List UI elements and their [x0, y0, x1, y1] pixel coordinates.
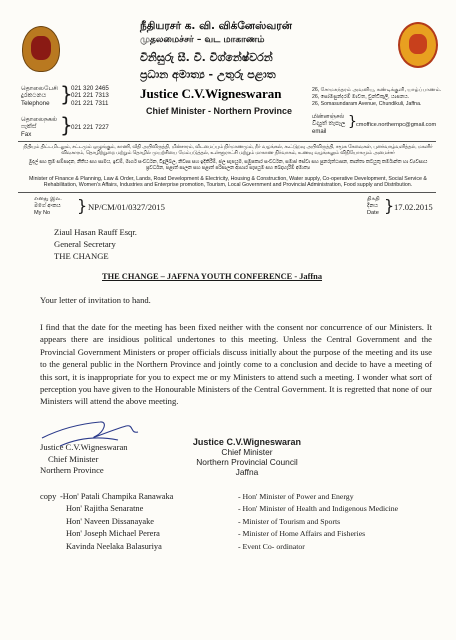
fax-number: 021 221 7227 [71, 124, 109, 131]
header-divider [18, 141, 436, 142]
subtitle-tamil: முதலமைச்சர் – வட மாகாணம் [140, 35, 265, 45]
designation: Chief Minister - Northern Province [146, 106, 293, 116]
copy-label: copy [40, 492, 57, 501]
ministry-strip-english: Minister of Finance & Planning, Law & Order, Lands, Road Development & Electricity, Housing & Construction, Water supply, Co-operative Development, Social Service & Rehabilitation, Women's Affairs, Industries and Enterprise promotion, Tourism, Local Government and Provincial Administration, Food supply and Distribution. [29, 176, 427, 189]
northern-province-logo-icon [398, 22, 438, 68]
paragraph-main: I find that the date for the meeting has been fixed neither with the consent nor concurrence of our Ministers. It appears there are insidious political undertones to this meeting. Unless the Central Government and the Provincial Government Ministers or proper officials discuss initially about the purpose of the meeting and its use to the general public in the Northern Province and jointly come to a conclusion and decide to have a meeting of this sort, it is inappropriate for you to expect me or my Ministers to attend such a meeting. I wonder what sort of perception you have given to the Honourable Ministers of the Central Government. It is regretted that none of our Ministers will attend the above meeting. [40, 322, 432, 407]
letter-page: தொலைபேசி දුරකථනය Telephone } 021 320 2465 021 221 7313 021 221 7311 தொலைநகல் ෆැක්ස් Fax } 021 221 7227 நீதியரசர் க. வி. விக்னேஸ்வரன் முதலமைச்சர் – வட மாகாணம் විනිසුරු සී. වී. විග්නේෂ්වරන් ප්‍රධාන අමාත්‍ය - උතුරු පළාත Justice C.V.Wigneswaran Chief Minister - Northern Province 26, சோமசுந்தரம் அவனியு, சுண்டிக்குளி, யாழ்ப்பாணம். 26, සෝමසුන්දරම් මාවත, චුන්ඩිකුලි, යාපනය. 26, Somasundaram Avenue, Chundikuli, Jaffna. மின்னஞ்சல் විද්‍යුත් තැපෑල email } cmoffice.northernpc@gmail.com நிதியும் திட்டமிடலும், சட்டமும் ஒழுங்கும், காணி, வீதி அபிவிருத்தி, மின்சாரம், வீடமைப்பும் நிர்மாணமும், நீர் வழங்கல், கூட்டுறவு அபிவிருத்தி, சமூக சேவைகள், புனர்வாழ்வளித்தல், மகளிர் விவகாரம், தொழிற்றுறை மற்றும் தொழில் முயற்சியை மேம்படுத்தல், உள்ளூராட்சி மற்றும் மாகாண நிர்வாகம், உணவு வழங்கலும் விநியோகமும் அமைச்சர் මුදල් සහ ක්‍රම සම්පාදන, නීතිය සහ සාමය, ඉඩම්, මාර්ග සංවර්ධන, විදුලිබල, නිවාස සහ ඉදිකිරීම්, ජල සැපයුම, සමුපකාර සංවර්ධන, සමාජ සේවා සහ පුනරුත්ථාපන, කාන්තා කටයුතු කර්මාන්ත හා ව්‍යවසාය ප්‍රවර්ධන, පළාත් පාලන සහ පළාත් පරිපාලන ආහාර සැපයුම සහ බෙදාහැරීම් අමාත්‍ය Minister of Finance & Planning, Law & Order, Lands, Road Development & Electricity, Housing & Construction, Water supply, Co-operative Development, Social Service & Rehabilitation, Women's Affairs, Industries and Enterprise promotion, Tourism, Local Government and Provincial Administration, Food supply and Distribution. எனது இல. මගේ අංකය My No } NP/CM/01/0327/2015 திகதி දිනය Date } 17.02.2015 Ziaul Hasan Rauff Esqr. General Secretary THE CHANGE THE CHANGE – JAFFNA YOUTH CONFERENCE - Jaffna Your letter of invitation to hand. I find that the date for the meeting has been fixed neither with the consent nor concurrence of our Ministers. It appears there are insidious political undertones to this meeting. Unless the Central Government and the Provincial Government Ministers or proper officials discuss initially about the purpose of the meeting and its use to the general public in the Northern Province and jointly come to a conclusion and decide to have a meeting of this sort, it is inappropriate for you to expect me or my Ministers to attend such a meeting. I wonder what sort of perception you have given to the Honourable Ministers of the Central Government. It is regretted that none of our Ministers will attend the above meeting. Justice C.V.Wigneswaran Chief Minister Northern Province Justice C.V.Wigneswaran Chief Minister Northern Provincial Council Jaffna copy -Hon' Patali Champika Ranawaka Hon' Rajitha Senaratne Hon' Naveen Dissanayake Hon' Joseph Michael Perera Kavinda Neelaka Balasuriya - Hon' Minister of Power and Energy - Hon' Minister of Health and Indigenous Medicine - Minister of Tourism and Sports - Minister of Home Affairs and Fisheries - Event Co- ordinator [0, 0, 456, 640]
phone-labels: தொலைபேசி දුරකථනය Telephone [21, 85, 58, 107]
address: 26, சோமசுந்தரம் அவனியு, சுண்டிக்குளி, யாழ்ப்பாணம். 26, සෝමසුන්දරම් මාවත, චුන්ඩිකුලි, යාපනය. 26, Somasundaram Avenue, Chundikuli, Jaffna. [312, 87, 442, 107]
strip-divider [18, 192, 436, 193]
ministry-strip-tamil: நிதியும் திட்டமிடலும், சட்டமும் ஒழுங்கும், காணி, வீதி அபிவிருத்தி, மின்சாரம், வீடமைப்பும் நிர்மாணமும், நீர் வழங்கல், கூட்டுறவு அபிவிருத்தி, சமூக சேவைகள், புனர்வாழ்வளித்தல், மகளிர் விவகாரம், தொழிற்றுறை மற்றும் தொழில் முயற்சியை மேம்படுத்தல், உள்ளூராட்சி மற்றும் மாகாண நிர்வாகம், உணவு வழங்கலும் விநியோகமும் அமைச்சர் [23, 145, 433, 156]
reference-label: எனது இல. මගේ අංකය My No [34, 196, 62, 216]
subject-line: THE CHANGE – JAFFNA YOUTH CONFERENCE - Jaffna [102, 272, 323, 281]
subtitle-sinhala: ප්‍රධාන අමාත්‍ය - උතුරු පළාත [140, 68, 276, 81]
national-emblem-icon [22, 26, 60, 72]
official-stamp: Justice C.V.Wigneswaran Chief Minister Northern Provincial Council Jaffna [192, 437, 302, 477]
date-label: திகதி දිනය Date [367, 196, 380, 216]
page-title: Justice C.V.Wigneswaran [140, 86, 282, 101]
email-address: cmoffice.northernpc@gmail.com [356, 122, 437, 128]
fax-labels: தொலைநகல் ෆැක්ස් Fax [21, 116, 58, 138]
letter-date: 17.02.2015 [394, 202, 433, 212]
copy-roles: - Hon' Minister of Power and Energy - Hon' Minister of Health and Indigenous Medicine - Minister of Tourism and Sports - Minister of Home Affairs and Fisheries - Event Co- ordinator [238, 492, 399, 551]
recipient-address: Ziaul Hasan Rauff Esqr. General Secretary THE CHANGE [54, 227, 137, 261]
paragraph-intro: Your letter of invitation to hand. [40, 295, 151, 305]
ministry-strip-sinhala: මුදල් සහ ක්‍රම සම්පාදන, නීතිය සහ සාමය, ඉඩම්, මාර්ග සංවර්ධන, විදුලිබල, නිවාස සහ ඉදිකිරීම්, ජල සැපයුම, සමුපකාර සංවර්ධන, සමාජ සේවා සහ පුනරුත්ථාපන, කාන්තා කටයුතු කර්මාන්ත හා ව්‍යවසාය ප්‍රවර්ධන, පළාත් පාලන සහ පළාත් පරිපාලන ආහාර සැපයුම සහ බෙදාහැරීම් අමාත්‍ය [28, 160, 428, 171]
copy-names: -Hon' Patali Champika Ranawaka Hon' Rajitha Senaratne Hon' Naveen Dissanayake Hon' Joseph Michael Perera Kavinda Neelaka Balasuriya [60, 492, 174, 551]
title-tamil: நீதியரசர் க. வி. விக்னேஸ்வரன் [140, 20, 292, 32]
title-sinhala: විනිසුරු සී. වී. විග්නේෂ්වරන් [140, 51, 273, 64]
signature-block: Justice C.V.Wigneswaran Chief Minister Northern Province [40, 442, 128, 475]
phone-numbers: 021 320 2465 021 221 7313 021 221 7311 [71, 85, 109, 107]
reference-number: NP/CM/01/0327/2015 [88, 202, 165, 212]
email-labels: மின்னஞ்சல் විද්‍යුත් තැපෑල email [312, 114, 346, 135]
